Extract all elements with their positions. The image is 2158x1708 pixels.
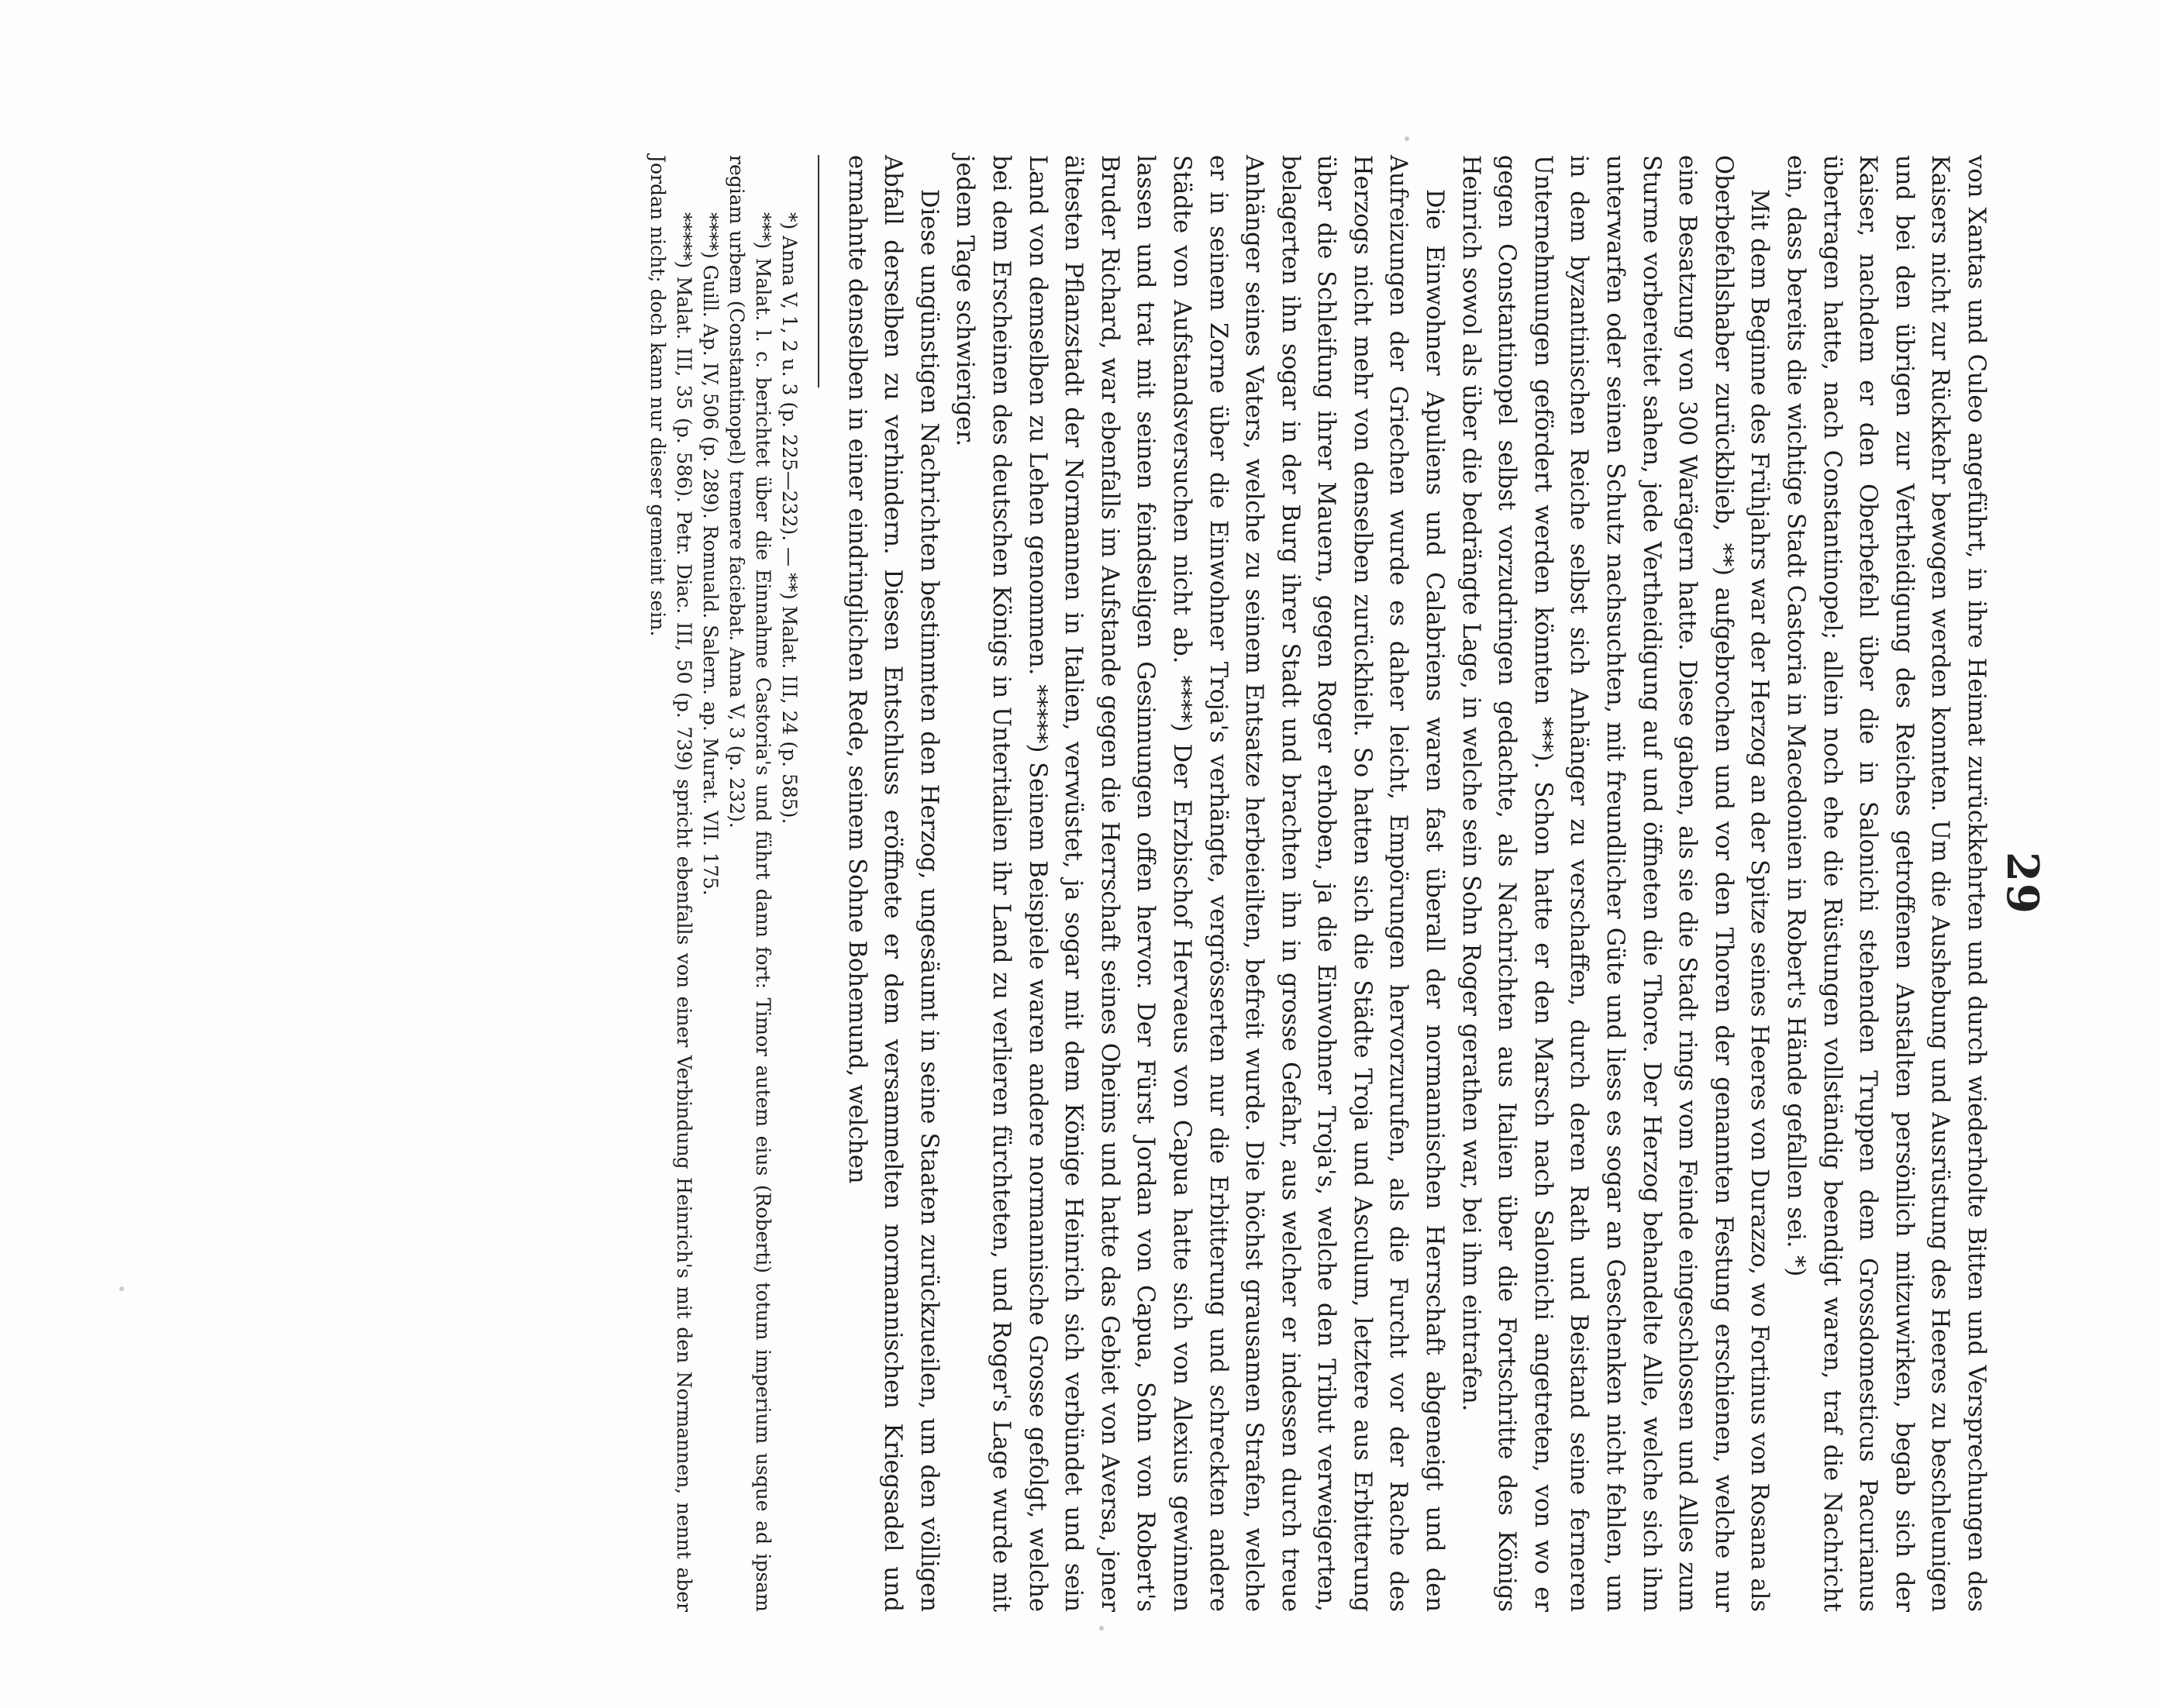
footnote-divider	[818, 155, 819, 387]
paragraph: Die Einwohner Apuliens und Calabriens waren fast überall der normannischen Herrschaft abgeneigt und den Aufreizungen der Griechen wurde es daher leicht, Empörungen hervorzurufen, als die Furcht vor der Rache des Herzogs nicht mehr von denselben zurückhielt. So hatten sich die Städte Troja und Asculum, letztere aus Erbitterung über die Schleifung ihrer Mauern, gegen Roger erhoben, ja die Einwohner Troja's, welche den Tribut verweigerten, belagerten ihn sogar in der Burg ihrer Stadt und brachten ihn in grosse Gefahr, aus welcher er indessen durch treue Anhänger seines Vaters, welche zu seinem Entsatze herbeieilten, befreit wurde. Die höchst grausamen Strafen, welche er in seinem Zorne über die Einwohner Troja's verhängte, vergrösserten nur die Erbitterung und schreckten andere Städte von Aufstandsversuchen nicht ab. ****) Der Erzbischof Hervaeus von Capua hatte sich von Alexius gewinnen lassen und trat mit seinen feindseligen Gesinnungen offen hervor. Der Fürst Jordan von Capua, Sohn von Robert's Bruder Richard, war ebenfalls im Aufstande gegen die Herrschaft seines Oheims und hatte das Gebiet von Aversa, jener ältesten Pflanzstadt der Normannen in Italien, verwüstet, ja sogar mit dem Könige Heinrich sich verbündet und sein Land von demselben zu Lehen genommen. *****) Seinem Beispiele waren andere normannische Grosse gefolgt, welche bei dem Erscheinen des deutschen Königs in Unteritalien ihr Land zu verlieren fürchteten, und Roger's Lage wurde mit jedem Tage schwieriger.	[951, 155, 1449, 1612]
footnote: *****) Malat. III, 35 (p. 586). Petr. Diac. III, 50 (p. 739) spricht ebenfalls von einer Verbindung Heinrich's mit den Normannen, nennt aber Jordan nicht; doch kann nur dieser gemeint sein.	[646, 155, 695, 1612]
footnote: *) Anna V, 1, 2 u. 3 (p. 225—232). — **) Malat. III, 24 (p. 585).	[778, 212, 801, 825]
page-number: 29	[1997, 852, 2048, 915]
body-text	[838, 155, 1994, 1612]
footnote: ****) Guill. Ap. IV, 506 (p. 289). Romuald. Salern. ap. Murat. VII. 175.	[699, 212, 722, 896]
rotated-page-content	[211, 155, 2048, 1612]
footnote: ***) Malat. l. c. berichtet über die Einnahme Castoria's und führt dann fort: Timor autem eius (Roberti) totum imperium usque ad ipsam regiam urbem (Constantinopel) tremere faciebat. Anna V, 3 (p. 232).	[726, 155, 774, 1612]
scan-speck	[1099, 1626, 1104, 1631]
footnotes	[644, 155, 802, 1612]
paragraph: Mit dem Beginne des Frühjahrs war der Herzog an der Spitze seines Heeres von Durazzo, wo Fortinus von Rosana als Oberbefehlshaber zurückblieb, **) aufgebrochen und vor den Thoren der genannten Festung erschienen, welche nur eine Besatzung von 300 Warägern hatte. Diese gaben, als sie die Stadt rings vom Feinde eingeschlossen und Alles zum Sturme vorbereitet sahen, jede Vertheidigung auf und öffneten die Thore. Der Herzog behandelte Alle, welche sich ihm unterwarfen oder seinen Schutz nachsuchten, mit freundlicher Güte und liess es sogar an Geschenken nicht fehlen, um in dem byzantinischen Reiche selbst sich Anhänger zu verschaffen, durch deren Rath und Beistand seine ferneren Unternehmungen gefördert werden könnten ***). Schon hatte er den Marsch nach Salonichi angetreten, von wo er gegen Constantinopel selbst vorzudringen gedachte, als Nachrichten aus Italien über die Fortschritte des Königs Heinrich sowol als über die bedrängte Lage, in welche sein Sohn Roger gerathen war, bei ihm eintrafen.	[1456, 155, 1774, 1612]
scan-speck	[119, 1286, 124, 1291]
paragraph: Diese ungünstigen Nachrichten bestimmten den Herzog, ungesäumt in seine Staaten zurückzueilen, um den völligen Abfall derselben zu verhindern. Diesen Entschluss eröffnete er dem versammelten normannischen Kriegsadel und ermahnte denselben in einer eindringlichen Rede, seinem Sohne Bohemund, welchen	[843, 155, 943, 1612]
paragraph: von Xantas und Culeo angeführt, in ihre Heimat zurückkehrten und durch wiederholte Bitten und Versprechungen des Kaisers nicht zur Rückkehr bewogen werden konnten. Um die Aushebung und Ausrüstung des Heeres zu beschleunigen und bei den übrigen zur Vertheidigung des Reiches getroffenen Anstalten persönlich mitzuwirken, begab sich der Kaiser, nachdem er den Oberbefehl über die in Salonichi stehenden Truppen dem Grossdomesticus Pacurianus übertragen hatte, nach Constantinopel; allein noch ehe die Rüstungen vollständig beendigt waren, traf die Nachricht ein, dass bereits die wichtige Stadt Castoria in Macedonien in Robert's Hände gefallen sei. *)	[1782, 155, 1990, 1612]
scan-speck	[1405, 136, 1409, 141]
